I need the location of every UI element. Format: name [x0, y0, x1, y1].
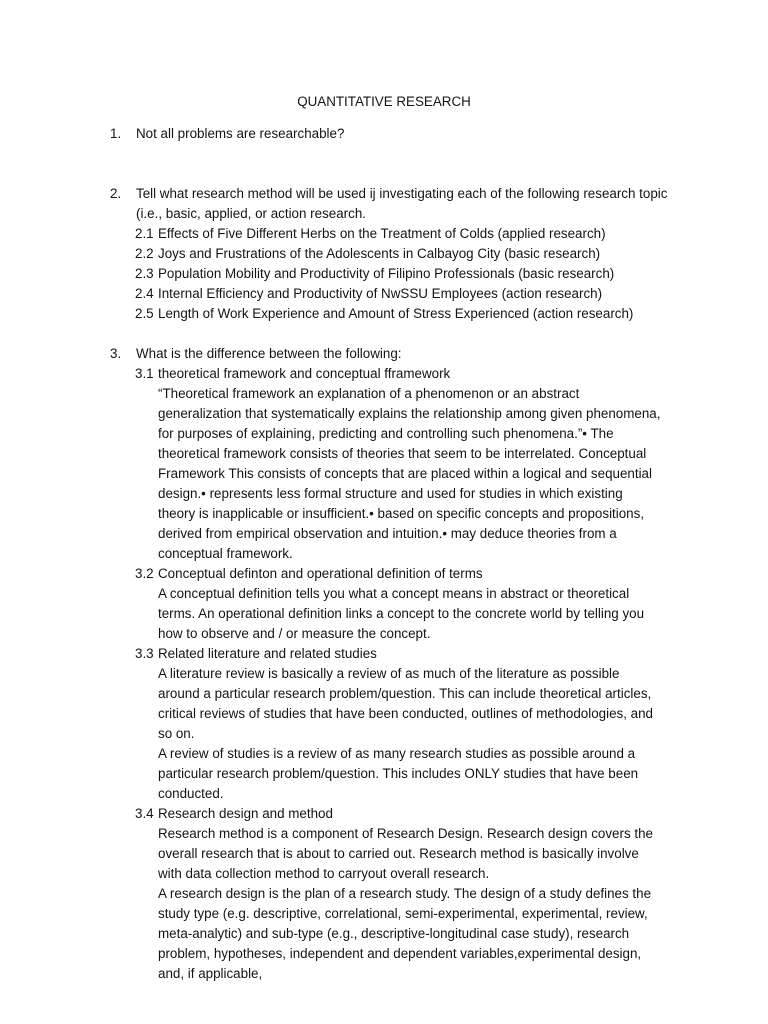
question-number: 1.: [110, 126, 122, 141]
list-item: [135, 264, 690, 284]
answer-paragraph: Research method is a component of Research Design. Research design covers the overall research that is about to carried out. Research method is basically involve with data collection method to carryout overall research.: [158, 826, 653, 881]
question-text: What is the difference between the following:: [136, 346, 402, 361]
question-number: 2.: [110, 186, 122, 201]
question-3: [110, 344, 690, 984]
list-item: [135, 304, 690, 324]
item-number: 2.1: [135, 226, 154, 241]
subquestion-heading: [135, 644, 690, 664]
item-text: Population Mobility and Productivity of Filipino Professionals (basic research): [158, 266, 615, 281]
subquestion-3-4: [135, 804, 690, 984]
item-number: 2.5: [135, 306, 154, 321]
answer-body: [158, 384, 663, 564]
answer-paragraph: A review of studies is a review of as many research studies as possible around a particular research problem/question. This includes ONLY studies that have been conducted.: [158, 746, 639, 801]
subquestion-heading: [135, 564, 690, 584]
question-text: Not all problems are researchable?: [136, 126, 345, 141]
answer-paragraph: A conceptual definition tells you what a concept means in abstract or theoretical terms. An operational definition links a concept to the concrete world by telling you how to observe and / or measure the concept.: [158, 586, 645, 641]
answer-paragraph: A literature review is basically a review of as much of the literature as possible around a particular research problem/question. This can include theoretical articles, critical reviews of studies that have been conducted, outlines of methodologies, and so on.: [158, 666, 654, 741]
subquestion-number: 3.2: [135, 566, 154, 581]
answer-paragraph: A research design is the plan of a research study. The design of a study defines the study type (e.g. descriptive, correlational, semi-experimental, experimental, review, meta-analytic) and sub-type (e.g., descriptive-longitudinal case study), research problem, hypotheses, independent and dependent variables,experimental design, and, if applicable,: [158, 886, 652, 981]
subquestion-3-2: [135, 564, 690, 644]
answer-body: [158, 584, 663, 644]
item-text: Length of Work Experience and Amount of Stress Experienced (action research): [158, 306, 634, 321]
subquestion-list: [135, 364, 690, 984]
list-item: [135, 284, 690, 304]
subquestion-title: Related literature and related studies: [158, 646, 377, 661]
subquestion-number: 3.4: [135, 806, 154, 821]
subquestion-title: theoretical framework and conceptual fframework: [158, 366, 451, 381]
subquestion-3-1: [135, 364, 690, 564]
item-number: 2.2: [135, 246, 154, 261]
subquestion-heading: [135, 804, 690, 824]
question-1: [110, 124, 690, 144]
subquestion-title: Conceptual definton and operational definition of terms: [158, 566, 483, 581]
item-number: 2.3: [135, 266, 154, 281]
subquestion-3-3: [135, 644, 690, 804]
answer-body: [158, 664, 663, 804]
subquestion-number: 3.3: [135, 646, 154, 661]
answer-body: [158, 824, 663, 984]
item-number: 2.4: [135, 286, 154, 301]
subquestion-title: Research design and method: [158, 806, 333, 821]
question-2: [110, 184, 690, 324]
item-text: Effects of Five Different Herbs on the Treatment of Colds (applied research): [158, 226, 606, 241]
answer-paragraph: “Theoretical framework an explanation of a phenomenon or an abstract generalization that systematically explains the relationship among given phenomena, for purposes of explaining, predicting and controlling such phenomena.”• The theoretical framework consists of theories that seem to be interrelated. Conceptual Framework This consists of concepts that are placed within a logical and sequential design.• represents less formal structure and used for studies in which existing theory is inapplicable or insufficient.• based on specific concepts and propositions, derived from empirical observation and intuition.• may deduce theories from a conceptual framework.: [158, 386, 661, 561]
question-number: 3.: [110, 346, 122, 361]
topic-list: [135, 224, 690, 324]
subquestion-number: 3.1: [135, 366, 154, 381]
item-text: Internal Efficiency and Productivity of NwSSU Employees (action research): [158, 286, 603, 301]
list-item: [135, 244, 690, 264]
document-title: QUANTITATIVE RESEARCH: [297, 94, 471, 109]
subquestion-heading: [135, 364, 690, 384]
item-text: Joys and Frustrations of the Adolescents in Calbayog City (basic research): [158, 246, 601, 261]
list-item: [135, 224, 690, 244]
question-text: Tell what research method will be used ij investigating each of the following research topic (i.e., basic, applied, or action research.: [136, 186, 668, 221]
